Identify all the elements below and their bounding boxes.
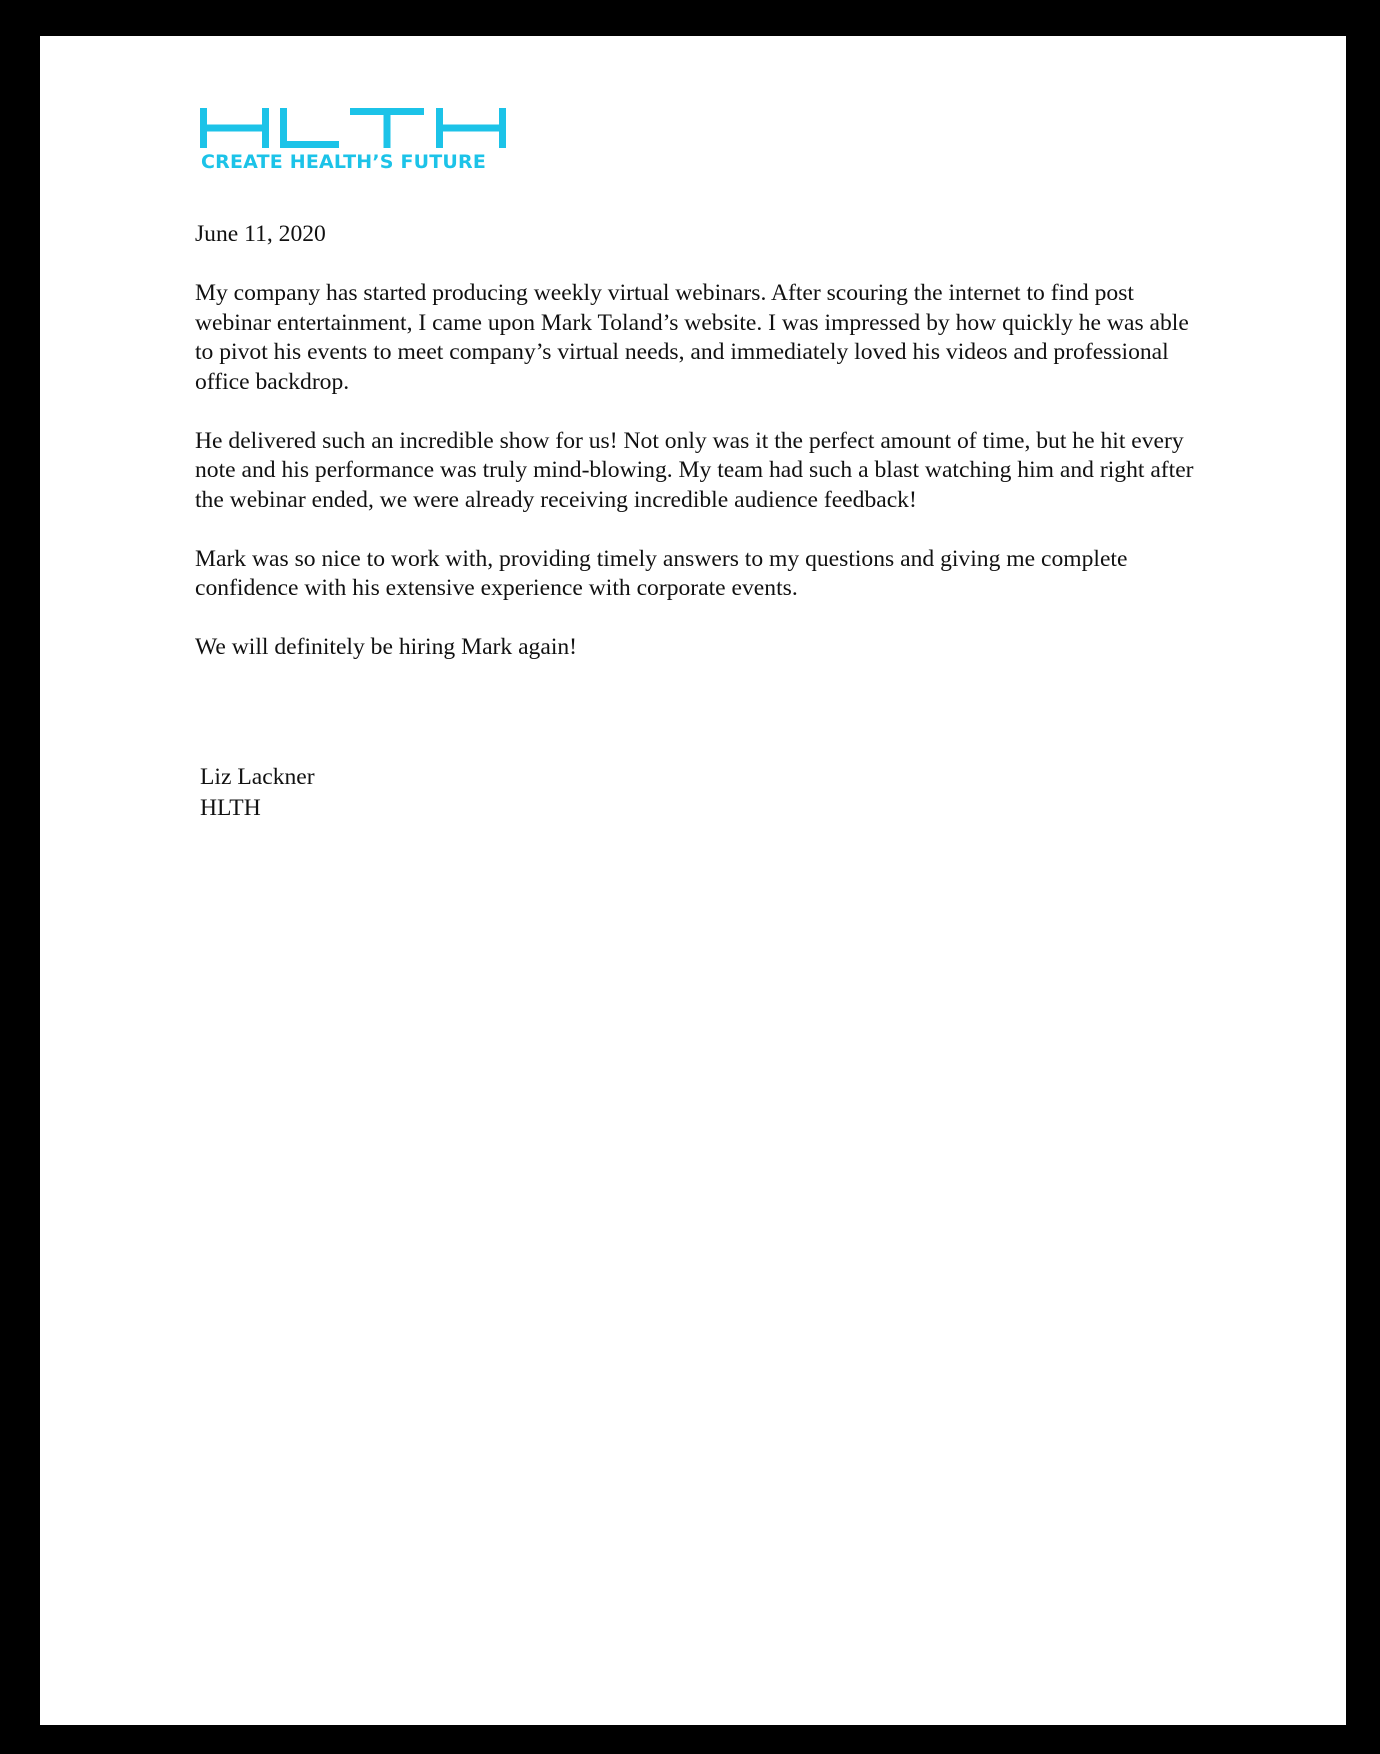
signature-name: Liz Lackner <box>200 764 315 790</box>
letter-date: June 11, 2020 <box>195 221 326 247</box>
letterhead <box>200 108 512 178</box>
hlth-logo <box>200 108 506 148</box>
letter-page <box>40 36 1346 1725</box>
signature-company: HLTH <box>200 795 261 821</box>
letter-paragraph: Mark was so nice to work with, providing timely answers to my questions and giving me complete confidence with his extensive experience with corporate events. <box>195 545 1128 601</box>
letterhead-tagline: CREATE HEALTH’S FUTURE <box>201 151 487 173</box>
signature-block <box>200 762 315 824</box>
letter-paragraph: We will definitely be hiring Mark again! <box>195 634 578 660</box>
letter-paragraph: He delivered such an incredible show for us! Not only was it the perfect amount of time, but he hit every note and his performance was truly mind-blowing. My team had such a blast watching him and right after the webinar ended, we were already receiving incredible audience feedback! <box>195 427 1194 513</box>
letter-body <box>195 220 1205 692</box>
letter-paragraph: My company has started producing weekly virtual webinars. After scouring the internet to find post webinar entertainment, I came upon Mark Toland’s website. I was impressed by how quickly he was able to pivot his events to meet company’s virtual needs, and immediately loved his videos and professional office backdrop. <box>195 280 1189 395</box>
